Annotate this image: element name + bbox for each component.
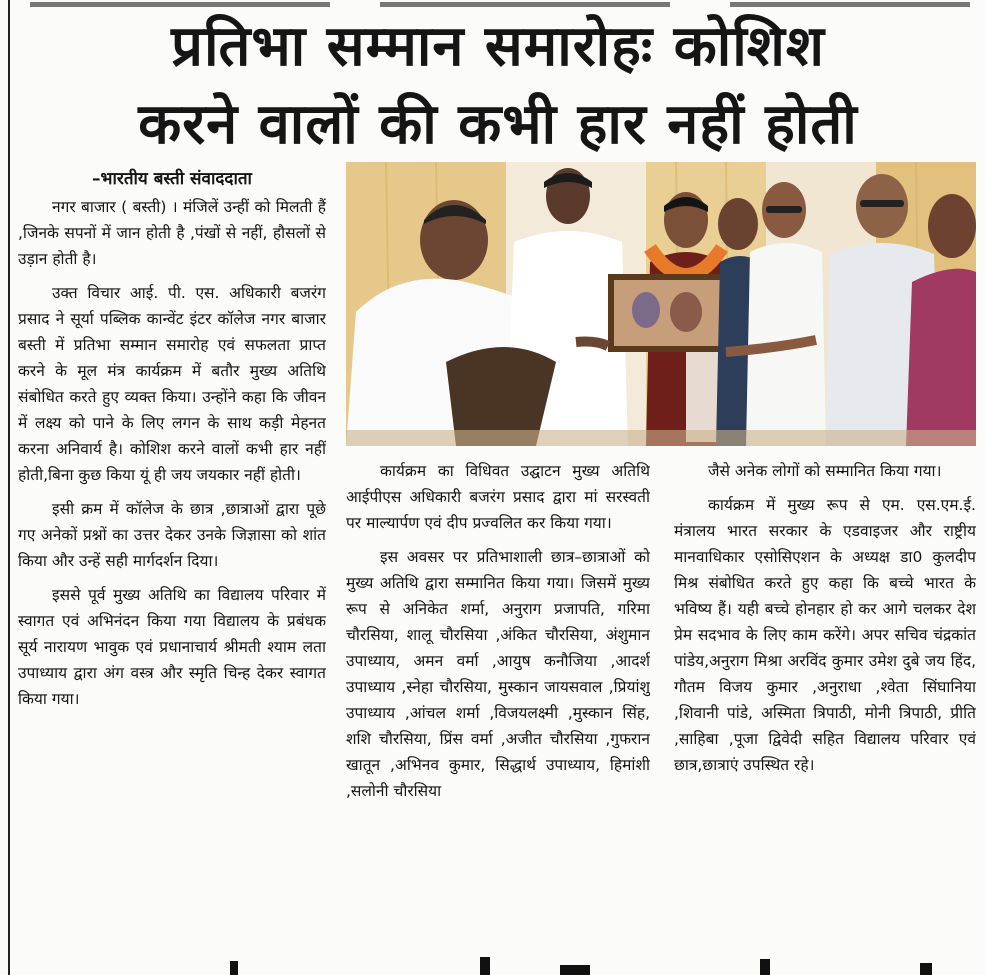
paragraph: जैसे अनेक लोगों को सम्मानित किया गया। <box>708 462 942 480</box>
headline-line-2: करने वालों की कभी हार नहीं होती <box>138 92 858 157</box>
paragraph: कार्यक्रम का विधिवत उद्घाटन मुख्य अतिथि आईपीएस अधिकारी बजरंग प्रसाद द्वारा मां सरस्वती पर माल्यार्पण एवं दीप प्रज्वलित कर किया गया। <box>346 462 650 532</box>
paragraph: इसी क्रम में कॉलेज के छात्र ,छात्राओं द्वारा पूछे गए अनेकों प्रश्नों का उत्तर देकर उनके जिज्ञासा को शांत किया और उन्हें सही मार्गदर्शन दिया। <box>18 500 326 570</box>
article-column-1 <box>18 166 326 971</box>
paragraph: इससे पूर्व मुख्य अतिथि का विद्यालय परिवार में स्वागत एवं अभिनंदन किया गया विद्यालय के प्रबंधक सूर्य नारायण भावुक एवं प्रधानाचार्य श्रीमती श्याम लता उपाध्याय द्वारा अंग वस्त्र और स्मृति चिन्ह देकर स्वागत किया गया। <box>18 586 326 708</box>
cropped-text-fragment <box>30 0 980 8</box>
byline: –भारतीय बस्ती संवाददाता <box>92 169 252 189</box>
cropped-next-headline <box>120 955 980 975</box>
paragraph: इस अवसर पर प्रतिभाशाली छात्र–छात्राओं को मुख्य अतिथि द्वारा सम्मानित किया गया। जिसमें मुख्य रूप से अनिकेत शर्मा, अनुराग प्रजापति, गरिमा चौरसिया, शालू चौरसिया ,अंकित चौरसिया, अंशुमान उपाध्याय, अमन वर्मा ,आयुष कनौजिया ,आदर्श उपाध्याय ,स्नेहा चौरसिया, मुस्कान जायसवाल ,प्रियांशु उपाध्याय ,आंचल शर्मा ,विजयलक्ष्मी ,मुस्कान सिंह, शशि चौरसिया, प्रिंस वर्मा ,अजीत चौरसिया ,गुफरान खातून ,अभिनव कुमार, सिद्धार्थ उपाध्याय, हिमांशी ,सलोनी चौरसिया <box>346 548 650 800</box>
column-rule <box>8 0 10 975</box>
headline <box>18 8 978 164</box>
cropped-previous-article <box>30 0 980 8</box>
article-column-3 <box>674 458 976 968</box>
headline-line-1: प्रतिभा सम्मान समारोहः कोशिश <box>171 14 825 79</box>
felicitation-photo-illustration <box>346 162 976 446</box>
paragraph: नगर बाजार ( बस्ती) । मंजिलें उन्हीं को मिलती हैं ,जिनके सपनों में जान होती है ,पंखों से नहीं, हौसलों से उड़ान होती है। <box>18 198 326 268</box>
paragraph: कार्यक्रम में मुख्य रूप से एम. एस.एम.ई. मंत्रालय भारत सरकार के एडवाइजर और राष्ट्रीय मानवाधिकार एसोसिएशन के अध्यक्ष डा0 कुलदीप मिश्र संबोधित करते हुए कहा कि बच्चे भारत के भविष्य हैं। यही बच्चे होनहार हो कर आगे चलकर देश प्रेम सदभाव के लिए काम करेंगे। अपर सचिव चंद्रकांत पांडेय,अनुराग मिश्रा अरविंद कुमार उमेश दुबे जय हिंद, गौतम विजय कुमार ,अनुराधा ,श्वेता सिंघानिया ,शिवानी पांडे, अस्मिता त्रिपाठी, मोनी त्रिपाठी, प्रीति ,साहिबा ,पूजा द्विवेदी सहित विद्यालय परिवार एवं छात्र,छात्राएं उपस्थित रहे। <box>674 496 976 774</box>
cropped-glyph-fragments <box>120 955 980 975</box>
event-photo <box>346 162 976 446</box>
paragraph: उक्त विचार आई. पी. एस. अधिकारी बजरंग प्रसाद ने सूर्या पब्लिक कान्वेंट इंटर कॉलेज नगर बाजार बस्ती में प्रतिभा सम्मान समारोह एवं सफलता प्राप्त करने के मूल मंत्र कार्यक्रम में बतौर मुख्य अतिथि संबोधित करते हुए व्यक्त किया। उन्होंने कहा कि जीवन में लक्ष्य को पाने के लिए लगन के साथ कड़ी मेहनत करना अनिवार्य है। कोशिश करने वालों कभी हार नहीं होती,बिना कुछ किया यूं ही जय जयकार नहीं होती। <box>18 284 326 484</box>
article-column-2 <box>346 458 650 968</box>
